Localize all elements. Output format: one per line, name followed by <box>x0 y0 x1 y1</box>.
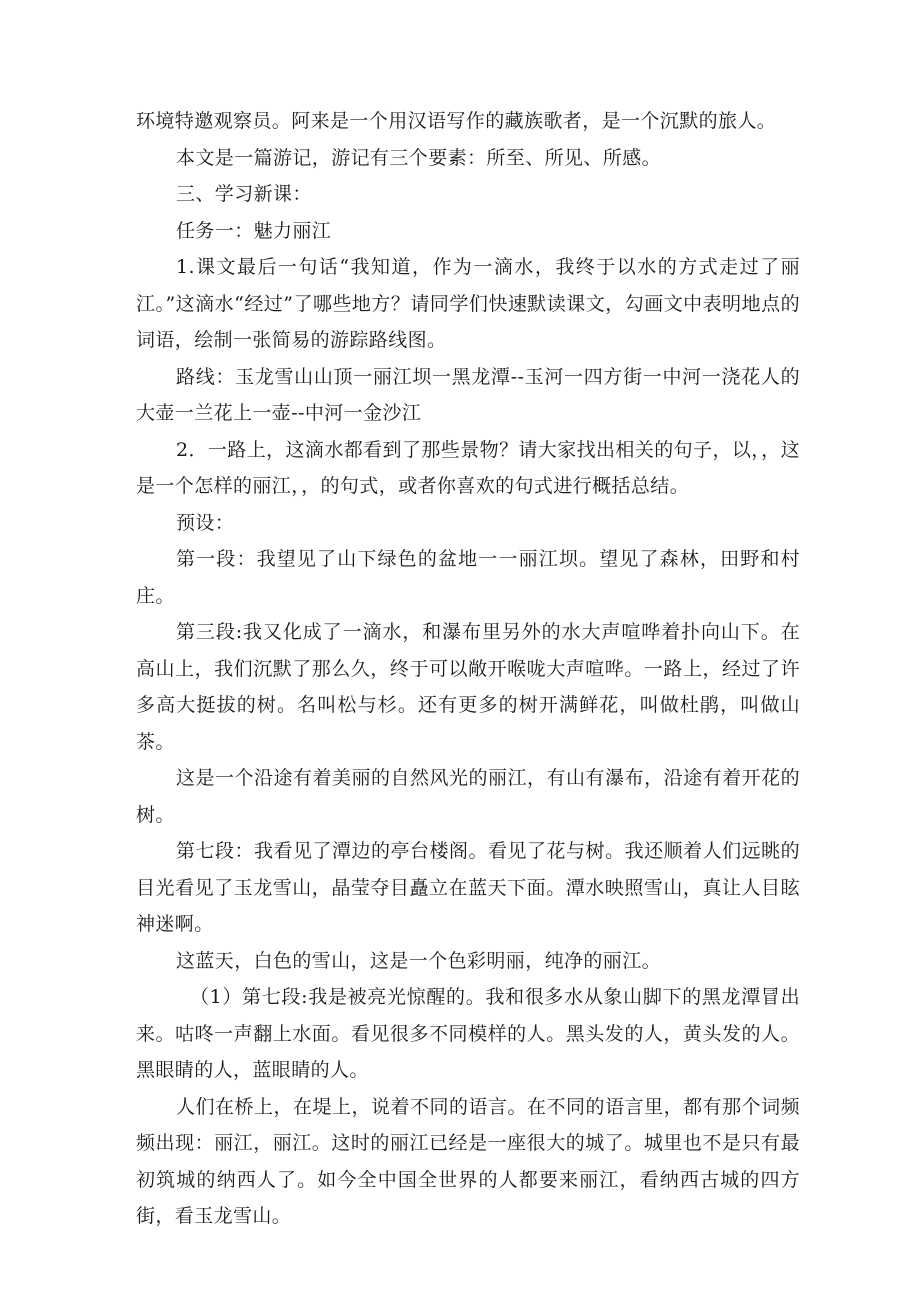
task-heading: 任务一：魅力丽江 <box>176 219 332 242</box>
document-page <box>136 103 800 1235</box>
paragraph: 第三段:我又化成了一滴水，和瀑布里另外的水大声喧哗着扑向山下。在高山上，我们沉默了那么久，终于可以敞开喉咙大声喧哗。一路上，经过了许多高大挺拔的树。名叫松与杉。还有更多的树开满鲜花，叫做杜鹃，叫做山茶。 <box>136 621 800 753</box>
question-1: 1.课文最后一句话“我知道，作为一滴水，我终于以水的方式走过了丽江。”这滴水“经过”了哪些地方？请同学们快速默读课文，勾画文中表明地点的词语，绘制一张简易的游踪路线图。 <box>136 256 800 351</box>
preset-label: 预设： <box>176 511 235 534</box>
paragraph: 人们在桥上，在堤上，说着不同的语言。在不同的语言里，都有那个词频频出现：丽江，丽江。这时的丽江已经是一座很大的城了。城里也不是只有最初筑城的纳西人了。如今全中国全世界的人都要来丽江，看纳西古城的四方街，看玉龙雪山。 <box>136 1095 800 1227</box>
paragraph: 这蓝天，白色的雪山，这是一个色彩明丽，纯净的丽江。 <box>176 949 662 972</box>
paragraph: 环境特邀观察员。阿来是一个用汉语写作的藏族歌者，是一个沉默的旅人。 <box>136 110 777 132</box>
paragraph: 第七段：我看见了潭边的亭台楼阁。看见了花与树。我还顺着人们远眺的目光看见了玉龙雪山，晶莹夺目矗立在蓝天下面。潭水映照雪山，真让人目眩神迷啊。 <box>136 840 800 935</box>
paragraph: 本文是一篇游记，游记有三个要素：所至、所见、所感。 <box>176 146 662 169</box>
route-paragraph: 路线：玉龙雪山山顶一丽江坝一黑龙潭--玉河一四方街一中河一浇花人的大壶一兰花上一壶--中河一金沙江 <box>136 365 800 424</box>
paragraph: 第一段：我望见了山下绿色的盆地一一丽江坝。望见了森林，田野和村庄。 <box>136 548 800 607</box>
paragraph: 这是一个沿途有着美丽的自然风光的丽江，有山有瀑布，沿途有着开花的树。 <box>136 767 800 826</box>
question-2: 2．一路上，这滴水都看到了那些景物？请大家找出相关的句子，以，，这是一个怎样的丽江，，的句式，或者你喜欢的句式进行概括总结。 <box>136 438 800 497</box>
section-heading: 三、学习新课： <box>176 183 312 205</box>
paragraph: （1）第七段:我是被亮光惊醒的。我和很多水从象山脚下的黑龙潭冒出来。咕咚一声翻上水面。看见很多不同模样的人。黑头发的人，黄头发的人。黑眼睛的人，蓝眼睛的人。 <box>136 986 800 1081</box>
